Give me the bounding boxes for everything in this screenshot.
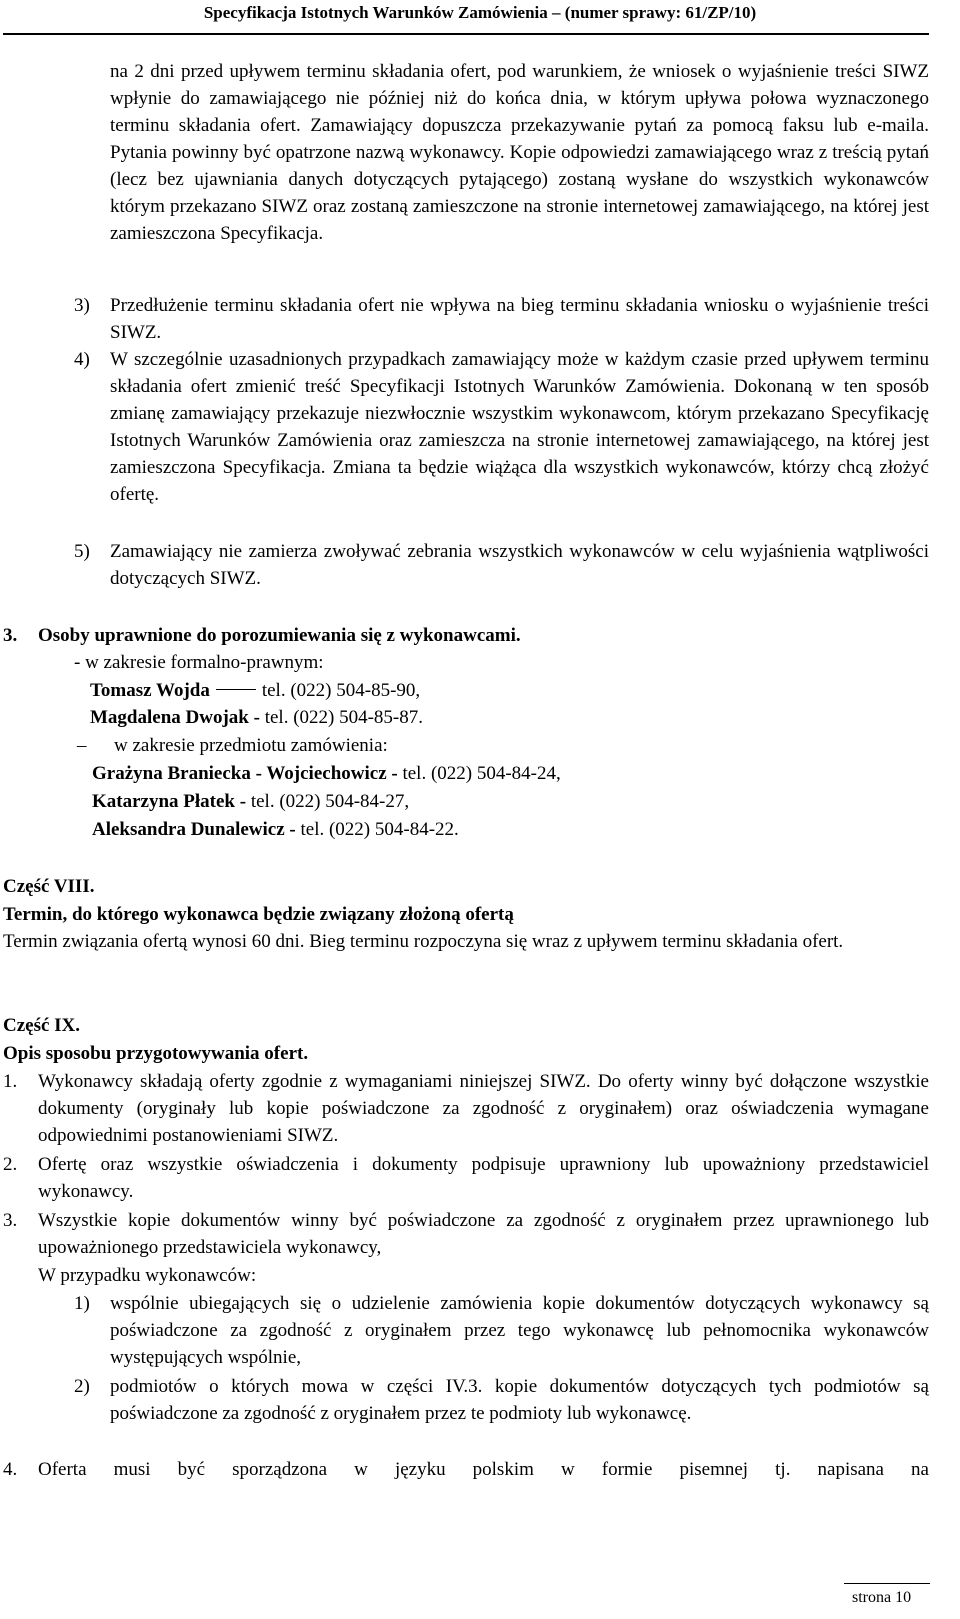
sub-item-1-number: 1) bbox=[74, 1293, 90, 1314]
contact-name: Katarzyna Płatek - bbox=[92, 791, 247, 812]
contact-katarzyna-platek bbox=[92, 788, 409, 815]
footer-rule bbox=[844, 1583, 930, 1584]
item-3-text: Przedłużenie terminu składania ofert nie wpływa na bieg terminu składania wniosku o wyjaśnienie treści SIWZ. bbox=[110, 295, 929, 343]
item-4-number: 4) bbox=[74, 349, 90, 370]
part-8-title: Termin, do którego wykonawca będzie związany złożoną ofertą bbox=[3, 904, 514, 925]
contact-tel: tel. (022) 504-84-24, bbox=[402, 763, 561, 784]
subject-label: w zakresie przedmiotu zamówienia: bbox=[114, 735, 388, 756]
contact-grazyna-braniecka bbox=[92, 760, 561, 787]
continuation-paragraph: na 2 dni przed upływem terminu składania ofert, pod warunkiem, że wniosek o wyjaśnienie treści SIWZ wpłynie do zamawiającego nie później niż do końca dnia, w którym upływa połowa wyznaczonego terminu składania ofert. Zamawiający dopuszcza przekazywanie pytań za pomocą faksu lub e-maila. Pytania powinny być opatrzone nazwą wykonawcy. Kopie odpowiedzi zamawiającego wraz z treścią pytań (lecz bez ujawniania danych dotyczących pytającego) zostaną wysłane do wszystkich wykonawców którym przekazano SIWZ oraz zostaną zamieszczone na stronie internetowej zamawiającego, na której jest zamieszczona Specyfikacja. bbox=[110, 61, 929, 244]
sub-item-2-text: podmiotów o których mowa w części IV.3. kopie dokumentów dotyczących tych podmiotów są poświadczone za zgodność z oryginałem przez te podmioty lub wykonawcę. bbox=[110, 1376, 929, 1424]
contact-tomasz-wojda bbox=[90, 677, 420, 704]
contact-name: Grażyna Braniecka - Wojciechowicz - bbox=[92, 763, 398, 784]
contact-tel: tel. (022) 504-85-87. bbox=[264, 707, 424, 728]
part-9-item-3-text: Wszystkie kopie dokumentów winny być poświadczone za zgodność z oryginałem przez uprawnionego lub upoważnionego przedstawiciela wykonawcy, bbox=[38, 1210, 929, 1258]
contacts-number: 3. bbox=[3, 625, 18, 646]
subject-dash: – bbox=[77, 735, 87, 756]
contact-tel: tel. (022) 504-84-27, bbox=[250, 791, 410, 812]
part-9-item-1-text: Wykonawcy składają oferty zgodnie z wymaganiami niniejszej SIWZ. Do oferty winny być dołączone wszystkie dokumenty (oryginały lub kopie poświadczone za zgodność z oryginałem) oraz oświadczenia wymagane odpowiednimi postanowieniami SIWZ. bbox=[38, 1071, 929, 1146]
contact-tel: tel. (022) 504-84-22. bbox=[300, 819, 459, 840]
part-9-item-2-text: Ofertę oraz wszystkie oświadczenia i dokumenty podpisuje uprawniony lub upoważniony przedstawiciel wykonawcy. bbox=[38, 1154, 929, 1202]
part-8-label: Część VIII. bbox=[3, 876, 95, 897]
part-9-title: Opis sposobu przygotowywania ofert. bbox=[3, 1043, 309, 1064]
contact-tel: tel. (022) 504-85-90, bbox=[261, 680, 421, 701]
contact-aleksandra-dunalewicz bbox=[92, 816, 459, 843]
dash-separator bbox=[216, 689, 256, 690]
part-9-item-2-number: 2. bbox=[3, 1154, 18, 1175]
formal-label: - w zakresie formalno-prawnym: bbox=[74, 652, 324, 673]
part-9-item-4-number: 4. bbox=[3, 1459, 18, 1480]
header-rule bbox=[3, 33, 929, 35]
contact-magdalena-dwojak bbox=[90, 704, 423, 731]
part-9-item-3-sub: W przypadku wykonawców: bbox=[38, 1265, 257, 1286]
contacts-heading: Osoby uprawnione do porozumiewania się z wykonawcami. bbox=[38, 625, 521, 646]
item-5-text: Zamawiający nie zamierza zwoływać zebrania wszystkich wykonawców w celu wyjaśnienia wątpliwości dotyczących SIWZ. bbox=[110, 541, 929, 589]
contact-name: Aleksandra Dunalewicz - bbox=[92, 819, 296, 840]
item-5-number: 5) bbox=[74, 541, 90, 562]
part-9-item-4-text: Oferta musi być sporządzona w języku polskim w formie pisemnej tj. napisana na bbox=[38, 1459, 929, 1480]
sub-item-2-number: 2) bbox=[74, 1376, 90, 1397]
contact-name: Tomasz Wojda bbox=[90, 680, 210, 701]
part-9-label: Część IX. bbox=[3, 1015, 81, 1036]
page-number: strona 10 bbox=[852, 1589, 912, 1606]
sub-item-1-text: wspólnie ubiegających się o udzielenie zamówienia kopie dokumentów dotyczących wykonawcy są poświadczone za zgodność z oryginałem przez tego wykonawcę lub pełnomocnika wykonawców występujących wspólnie, bbox=[110, 1293, 929, 1368]
part-9-item-1-number: 1. bbox=[3, 1071, 18, 1092]
part-8-text: Termin związania ofertą wynosi 60 dni. Bieg terminu rozpoczyna się wraz z upływem terminu składania ofert. bbox=[3, 931, 844, 952]
item-3-number: 3) bbox=[74, 295, 90, 316]
contact-name: Magdalena Dwojak - bbox=[90, 707, 260, 728]
page-header: Specyfikacja Istotnych Warunków Zamówienia – (numer sprawy: 61/ZP/10) bbox=[203, 3, 757, 22]
item-4-text: W szczególnie uzasadnionych przypadkach zamawiający może w każdym czasie przed upływem terminu składania ofert zmienić treść Specyfikacji Istotnych Warunków Zamówienia. Dokonaną w ten sposób zmianę zamawiający przekazuje niezwłocznie wszystkim wykonawcom, którym przekazano Specyfikację Istotnych Warunków Zamówienia oraz zamieszcza na stronie internetowej zamawiającego, na której jest zamieszczona Specyfikacja. Zmiana ta będzie wiążąca dla wszystkich wykonawców, którzy chcą złożyć ofertę. bbox=[110, 349, 929, 505]
part-9-item-3-number: 3. bbox=[3, 1210, 18, 1231]
